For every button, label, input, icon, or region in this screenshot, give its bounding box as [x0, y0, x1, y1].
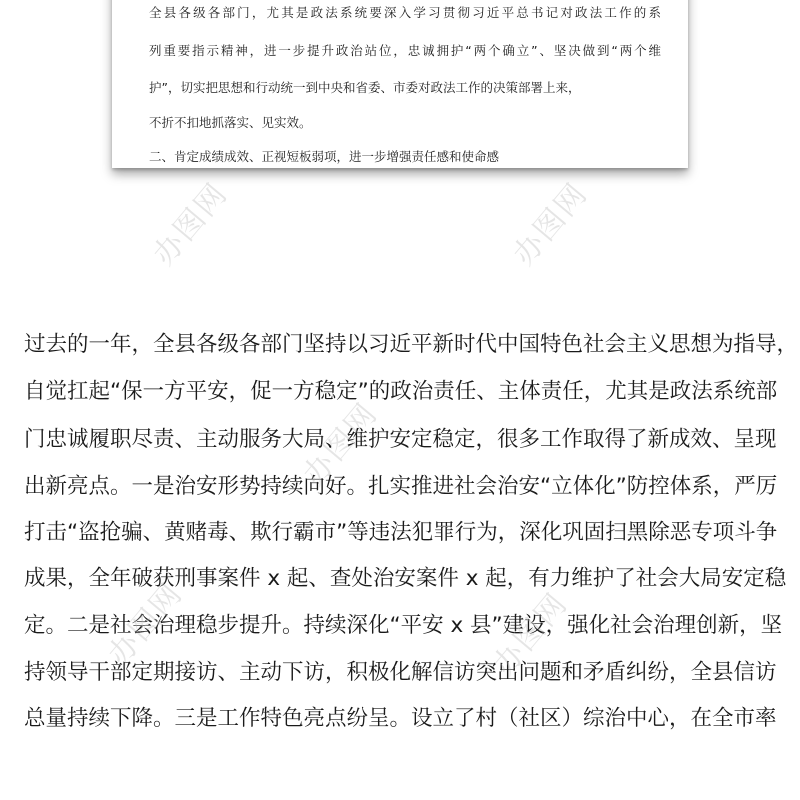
body-text-line: 持领导干部定期接访、主动下访，积极化解信访突出问题和矛盾纠纷，全县信访 — [24, 660, 777, 685]
body-text-line: 自觉扛起“保一方平安，促一方稳定”的政治责任、主体责任，尤其是政法系统部 — [24, 379, 778, 404]
body-text-line: 定。二是社会治理稳步提升。持续深化“平安 x 县”建设，强化社会治理创新，坚 — [24, 613, 783, 638]
document-page-card — [112, 0, 688, 168]
watermark: 办图网 — [486, 586, 575, 683]
watermark: 办图网 — [296, 396, 385, 493]
card-text-line: 列重要指示精神，进一步提升政治站位，忠诚拥护“两个确立”、坚决做到“两个维 — [149, 43, 661, 58]
watermark: 办图网 — [101, 576, 190, 673]
watermark: 办图网 — [506, 176, 595, 273]
body-text-line: 打击“盗抢骗、黄赌毒、欺行霸市”等违法犯罪行为，深化巩固扫黑除恶专项斗争 — [24, 520, 778, 545]
body-text-line: 总量持续下降。三是工作特色亮点纷呈。设立了村（社区）综治中心，在全市率 — [24, 706, 777, 731]
body-text-line: 出新亮点。一是治安形势持续向好。扎实推进社会治安“立体化”防控体系，严厉 — [24, 474, 778, 499]
card-text-line: 全县各级各部门，尤其是政法系统要深入学习贯彻习近平总书记对政法工作的系 — [149, 5, 661, 20]
body-text-line: 过去的一年，全县各级各部门坚持以习近平新时代中国特色社会主义思想为指导， — [24, 332, 799, 357]
body-text-line: 门忠诚履职尽责、主动服务大局、维护安定稳定，很多工作取得了新成效、呈现 — [24, 427, 777, 452]
card-section-heading: 二、肯定成绩成效、正视短板弱项，进一步增强责任感和使命感 — [149, 149, 500, 164]
card-text-line: 不折不扣地抓落实、见实效。 — [149, 115, 312, 130]
body-text-line: 成果，全年破获刑事案件 x 起、查处治安案件 x 起，有力维护了社会大局安定稳 — [24, 566, 787, 591]
watermark: 办图网 — [146, 176, 235, 273]
card-text-line: 护”，切实把思想和行动统一到中央和省委、市委对政法工作的决策部署上来， — [149, 80, 581, 95]
